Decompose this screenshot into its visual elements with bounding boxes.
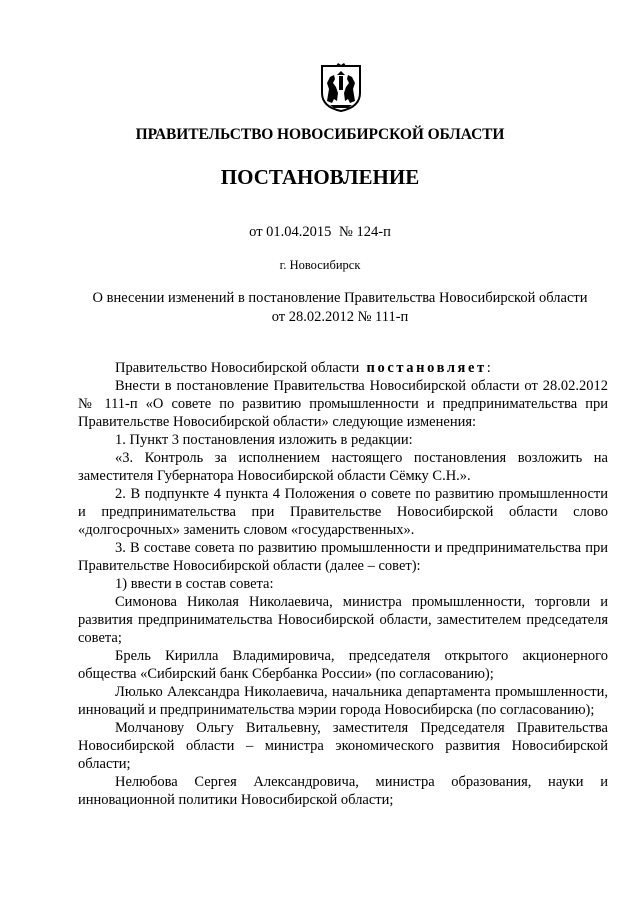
body-paragraph: Нелюбова Сергея Александровича, министра образования, науки и инновационной политики Новосибирской области; (78, 774, 608, 808)
document-subject (60, 289, 620, 327)
body-paragraph: Люлько Александра Николаевича, начальника департамента промышленности, инноваций и предпринимательства мэрии города Новосибирска (по согласованию); (78, 684, 608, 718)
decree-word: постановляет (366, 360, 487, 376)
organization-title: ПРАВИТЕЛЬСТВО НОВОСИБИРСКОЙ ОБЛАСТИ (135, 126, 505, 143)
subject-line-2: от 28.02.2012 № 111-п (271, 309, 409, 325)
intro-paragraph (78, 359, 608, 377)
document-date: 01.04.2015 (266, 224, 332, 240)
body-paragraph: Молчанову Ольгу Витальевну, заместителя Председателя Правительства Новосибирской области – министра экономического развития Новосибирской области; (78, 720, 608, 772)
body-paragraph: «3. Контроль за исполнением настоящего постановления возложить на заместителя Губернатора Новосибирской области Сёмку С.Н.». (78, 450, 608, 484)
intro-colon: : (486, 360, 491, 376)
body-paragraph: Брель Кирилла Владимировича, председателя открытого акционерного общества «Сибирский банк Сбербанка России» (по согласованию); (78, 648, 608, 682)
body-paragraph: Симонова Николая Николаевича, министра промышленности, торговли и развития предпринимательства Новосибирской области, заместителем председателя совета; (78, 594, 608, 646)
document-type-title: ПОСТАНОВЛЕНИЕ (220, 165, 420, 189)
date-prefix: от (249, 224, 263, 240)
intro-text: Правительство Новосибирской области (115, 360, 360, 376)
body-paragraph: Внести в постановление Правительства Новосибирской области от 28.02.2012 № 111-п «О совете по развитию промышленности и предпринимательства при Правительстве Новосибирской области» следующие изменения: (78, 378, 608, 430)
subject-line-1: О внесении изменений в постановление Правительства Новосибирской области (92, 290, 588, 306)
body-paragraph: 3. В составе совета по развитию промышленности и предпринимательства при Правительстве Новосибирской области (далее – совет): (78, 540, 608, 574)
document-date-line (0, 224, 640, 241)
body-paragraph: 1. Пункт 3 постановления изложить в редакции: (115, 432, 413, 448)
body-paragraph: 1) ввести в состав совета: (115, 576, 274, 592)
city-label: г. Новосибирск (279, 258, 361, 272)
body-paragraph: 2. В подпункте 4 пункта 4 Положения о совете по развитию промышленности и предпринимательства при Правительстве Новосибирской области слово «долгосрочных» заменить словом «государственных». (78, 486, 608, 538)
coat-of-arms-icon (318, 63, 364, 113)
document-body (78, 359, 608, 809)
document-number: № 124-п (339, 224, 391, 240)
